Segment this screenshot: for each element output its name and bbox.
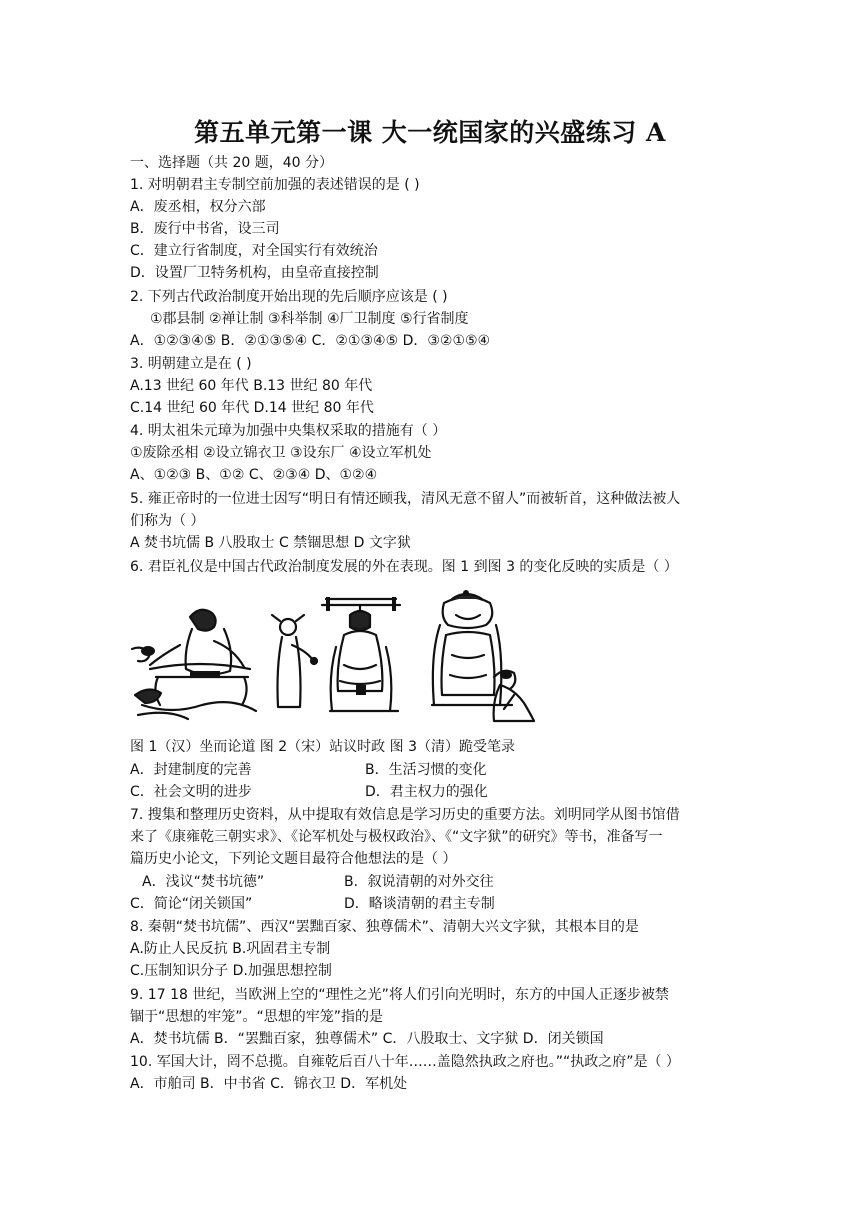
q6-option-c: C．社会文明的进步 <box>130 784 252 800</box>
q10-options: A．市舶司 B．中书省 C．锦衣卫 D．军机处 <box>130 1076 408 1092</box>
q9-options: A．焚书坑儒 B．“罢黜百家，独尊儒术” C．八股取士、文字狱 D．闭关锁国 <box>130 1031 604 1047</box>
q7-stem-line3: 篇历史小论文，下列论文题目最符合他想法的是（ ） <box>130 851 457 867</box>
q7-option-b: B．叙说清朝的对外交往 <box>344 874 494 890</box>
q7-stem-line1: 7. 搜集和整理历史资料，从中提取有效信息是学习历史的重要方法。刘明同学从图书馆借 <box>130 807 680 823</box>
q6-option-b: B．生活习惯的变化 <box>365 762 487 778</box>
q1-stem: 1. 对明朝君主专制空前加强的表述错误的是 ( ) <box>130 177 420 193</box>
q2-stem: 2. 下列古代政治制度开始出现的先后顺序应该是 ( ) <box>130 289 448 305</box>
q6-figures <box>130 585 540 725</box>
q10-stem: 10. 军国大计，罔不总揽。自雍乾后百八十年……盖隐然执政之府也。”“执政之府”是（ ） <box>130 1054 680 1070</box>
q3-options-cd: C.14 世纪 60 年代 D.14 世纪 80 年代 <box>130 400 374 416</box>
q1-option-d: D．设置厂卫特务机构，由皇帝直接控制 <box>130 265 379 281</box>
q8-options-ab: A.防止人民反抗 B.巩固君主专制 <box>130 941 331 957</box>
q5-stem-line1: 5. 雍正帝时的一位进士因写“明日有情还顾我，清风无意不留人”而被斩首，这种做法被人 <box>130 491 681 507</box>
q1-option-b: B．废行中书省，设三司 <box>130 221 280 237</box>
q5-options: A 焚书坑儒 B 八股取士 C 禁锢思想 D 文字狱 <box>130 535 411 551</box>
q8-stem: 8. 秦朝“焚书坑儒”、西汉“罢黜百家、独尊儒术”、清朝大兴文字狱，其根本目的是 <box>130 919 639 935</box>
q7-option-a: A．浅议“焚书坑德” <box>142 874 265 890</box>
q9-stem-line2: 锢于“思想的牢笼”。“思想的牢笼”指的是 <box>130 1009 384 1025</box>
q5-stem-line2: 们称为（ ） <box>130 513 205 529</box>
q1-option-a: A．废丞相，权分六部 <box>130 199 266 215</box>
q3-options-ab: A.13 世纪 60 年代 B.13 世纪 80 年代 <box>130 378 373 394</box>
q7-option-d: D．略谈清朝的君主专制 <box>344 896 495 912</box>
page-title: 第五单元第一课 大一统国家的兴盛练习 A <box>194 118 666 147</box>
q4-items: ①废除丞相 ②设立锦衣卫 ③设东厂 ④设立军机处 <box>130 445 432 461</box>
q6-option-a: A．封建制度的完善 <box>130 762 252 778</box>
q6-stem: 6. 君臣礼仪是中国古代政治制度发展的外在表现。图 1 到图 3 的变化反映的实质是（ ） <box>130 559 678 575</box>
q1-option-c: C．建立行省制度，对全国实行有效统治 <box>130 243 378 259</box>
figure-1-han-illustration <box>130 585 265 725</box>
q7-stem-line2: 来了《康雍乾三朝实求》、《论军机处与极权政治》、《“文字狱”的研究》等书，准备写一 <box>130 829 663 845</box>
q9-stem-line1: 9. 17 18 世纪，当欧洲上空的“理性之光”将人们引向光明时，东方的中国人正逐步被禁 <box>130 987 669 1003</box>
q7-option-c: C．简论“闭关锁国” <box>130 896 253 912</box>
figure-3-qing-illustration <box>422 585 540 725</box>
figure-2-song-illustration <box>270 585 410 725</box>
q4-stem: 4. 明太祖朱元璋为加强中央集权采取的措施有（ ） <box>130 423 447 439</box>
q8-options-cd: C.压制知识分子 D.加强思想控制 <box>130 963 332 979</box>
q2-items: ①郡县制 ②禅让制 ③科举制 ④厂卫制度 ⑤行省制度 <box>150 311 469 327</box>
section-heading: 一、选择题（共 20 题，40 分） <box>130 155 333 171</box>
q4-options: A、①②③ B、①② C、②③④ D、①②④ <box>130 467 378 483</box>
q6-option-d: D．君主权力的强化 <box>365 784 488 800</box>
q3-stem: 3. 明朝建立是在 ( ) <box>130 356 252 372</box>
q6-figure-caption: 图 1（汉）坐而论道 图 2（宋）站议时政 图 3（清）跪受笔录 <box>130 739 515 755</box>
q2-options: A．①②③④⑤ B．②①③⑤④ C．②①③④⑤ D．③②①⑤④ <box>130 333 491 349</box>
